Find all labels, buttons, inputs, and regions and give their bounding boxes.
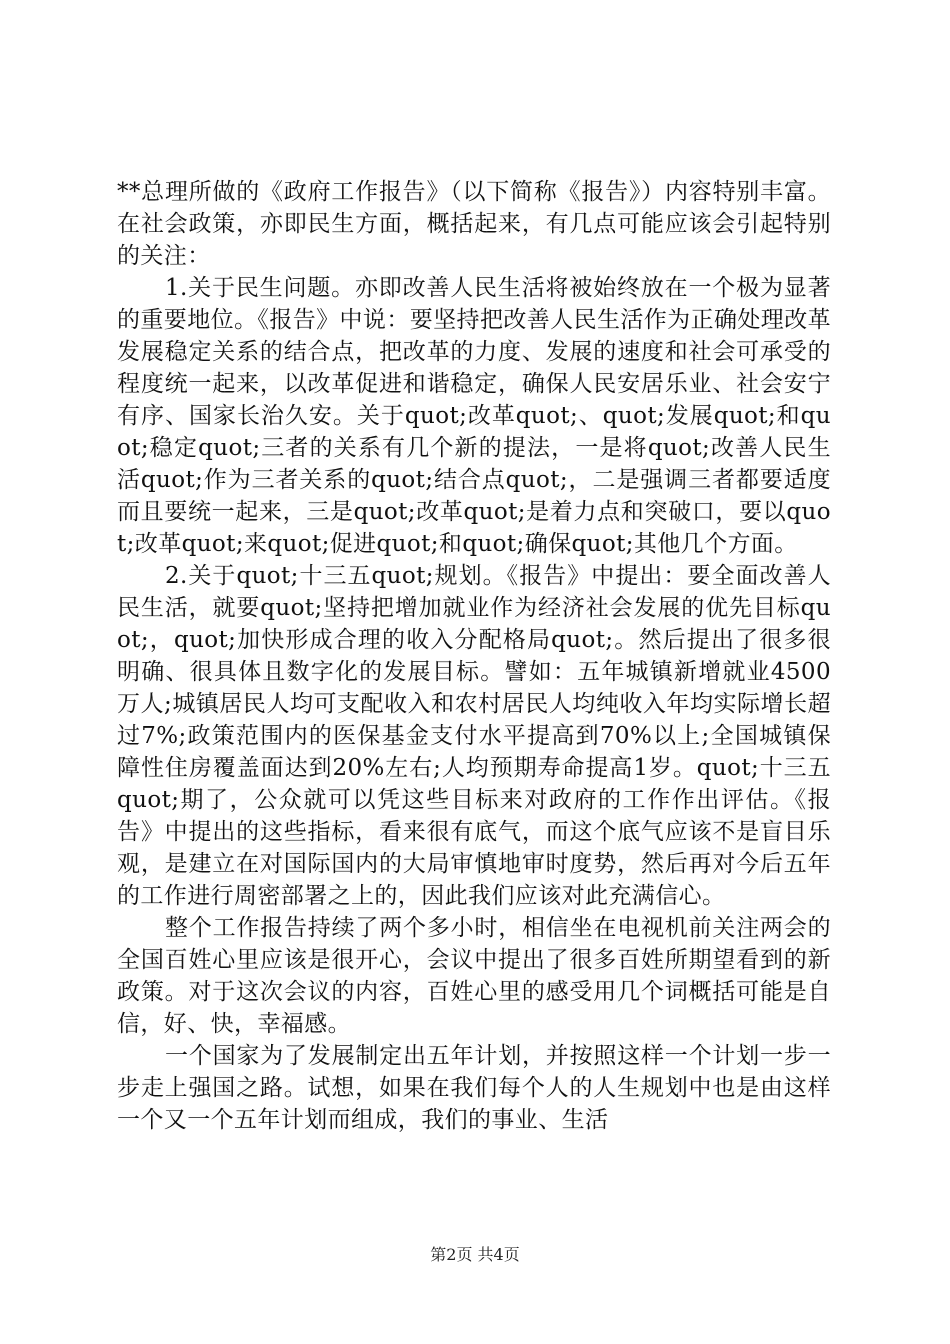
paragraph-five-year-plan: 一个国家为了发展制定出五年计划，并按照这样一个计划一步一步走上强国之路。试想，如果在我们每个人的人生规划中也是由这样一个又一个五年计划而组成，我们的事业、生活 [117,1043,831,1133]
paragraph-intro: **总理所做的《政府工作报告》（以下简称《报告》）内容特别丰富。在社会政策，亦即民生方面，概括起来，有几点可能应该会引起特别的关注： [117,179,831,269]
paragraph-report-reaction: 整个工作报告持续了两个多小时，相信坐在电视机前关注两会的全国百姓心里应该是很开心，会议中提出了很多百姓所期望看到的新政策。对于这次会议的内容，百姓心里的感受用几个词概括可能是自信，好、快，幸福感。 [117,915,831,1037]
paragraph-point-1: 1.关于民生问题。亦即改善人民生活将被始终放在一个极为显著的重要地位。《报告》中说：要坚持把改善人民生活作为正确处理改革发展稳定关系的结合点，把改革的力度、发展的速度和社会可承受的程度统一起来，以改革促进和谐稳定，确保人民安居乐业、社会安宁有序、国家长治久安。关于quot;改革quot;、quot;发展quot;和quot;稳定quot;三者的关系有几个新的提法，一是将quot;改善人民生活quot;作为三者关系的quot;结合点quot;，二是强调三者都要适度而且要统一起来，三是quot;改革quot;是着力点和突破口，要以quot;改革quot;来quot;促进quot;和quot;确保quot;其他几个方面。 [117,275,831,557]
document-body [117,176,831,1136]
paragraph-point-2: 2.关于quot;十三五quot;规划。《报告》中提出：要全面改善人民生活，就要quot;坚持把增加就业作为经济社会发展的优先目标quot;，quot;加快形成合理的收入分配格局quot;。然后提出了很多很明确、很具体且数字化的发展目标。譬如：五年城镇新增就业4500万人;城镇居民人均可支配收入和农村居民人均纯收入年均实际增长超过7%;政策范围内的医保基金支付水平提高到70%以上;全国城镇保障性住房覆盖面达到20%左右;人均预期寿命提高1岁。quot;十三五quot;期了，公众就可以凭这些目标来对政府的工作作出评估。《报告》中提出的这些指标，看来很有底气，而这个底气应该不是盲目乐观，是建立在对国际国内的大局审慎地审时度势，然后再对今后五年的工作进行周密部署之上的，因此我们应该对此充满信心。 [117,563,831,909]
page-number-footer: 第2页 共4页 [430,1245,520,1264]
